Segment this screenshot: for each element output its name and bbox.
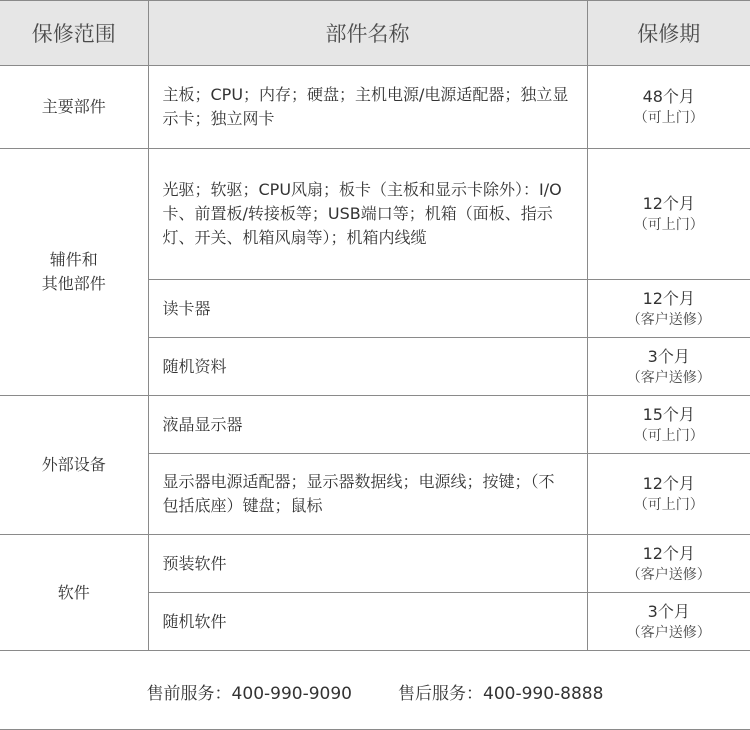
period-duration: 3个月 xyxy=(647,346,690,366)
period-cell xyxy=(587,535,750,593)
table-row xyxy=(0,396,750,454)
service-hotline-footer xyxy=(0,653,750,730)
scope-cell: 软件 xyxy=(0,535,148,651)
presale-hotline: 售前服务：400-990-9090 xyxy=(146,683,352,704)
parts-cell: 主板；CPU；内存；硬盘；主机电源/电源适配器；独立显示卡；独立网卡 xyxy=(148,66,587,149)
parts-cell: 随机软件 xyxy=(148,593,587,651)
period-service-note: （可上门） xyxy=(633,217,704,233)
table-row xyxy=(0,66,750,149)
period-duration: 12个月 xyxy=(642,194,695,213)
table-row xyxy=(0,535,750,593)
period-service-note: （可上门） xyxy=(633,497,704,513)
scope-cell: 主要部件 xyxy=(0,66,148,149)
period-service-note: （可上门） xyxy=(633,110,704,126)
period-service-note: （客户送修） xyxy=(626,566,711,583)
aftersale-hotline: 售后服务：400-990-8888 xyxy=(398,683,604,704)
header-scope: 保修范围 xyxy=(0,1,148,66)
header-period: 保修期 xyxy=(587,1,750,66)
period-cell xyxy=(587,338,750,396)
parts-cell: 预装软件 xyxy=(148,535,587,593)
period-service-note: （客户送修） xyxy=(626,369,711,386)
period-service-note: （客户送修） xyxy=(626,311,711,328)
period-duration: 12个月 xyxy=(642,474,695,493)
period-cell xyxy=(587,149,750,280)
period-duration: 15个月 xyxy=(642,404,695,424)
scope-cell: 外部设备 xyxy=(0,396,148,535)
period-cell xyxy=(587,280,750,338)
parts-cell: 光驱；软驱；CPU风扇；板卡（主板和显示卡除外）：I/O卡、前置板/转接板等；USB端口等；机箱（面板、指示灯、开关、机箱风扇等）；机箱内线缆 xyxy=(148,149,587,280)
period-duration: 12个月 xyxy=(642,543,695,563)
period-duration: 12个月 xyxy=(642,288,695,308)
period-duration: 3个月 xyxy=(647,601,690,621)
period-service-note: （客户送修） xyxy=(626,624,711,641)
parts-cell: 随机资料 xyxy=(148,338,587,396)
table-header-row xyxy=(0,1,750,66)
period-cell xyxy=(587,593,750,651)
parts-cell: 读卡器 xyxy=(148,280,587,338)
period-cell xyxy=(587,396,750,454)
parts-cell: 液晶显示器 xyxy=(148,396,587,454)
period-cell xyxy=(587,454,750,535)
period-duration: 48个月 xyxy=(642,87,695,106)
parts-cell: 显示器电源适配器；显示器数据线；电源线；按键；（不包括底座）键盘；鼠标 xyxy=(148,454,587,535)
header-parts: 部件名称 xyxy=(148,1,587,66)
table-row xyxy=(0,149,750,280)
scope-cell: 辅件和 其他部件 xyxy=(0,149,148,396)
period-service-note: （可上门） xyxy=(633,427,704,444)
period-cell xyxy=(587,66,750,149)
